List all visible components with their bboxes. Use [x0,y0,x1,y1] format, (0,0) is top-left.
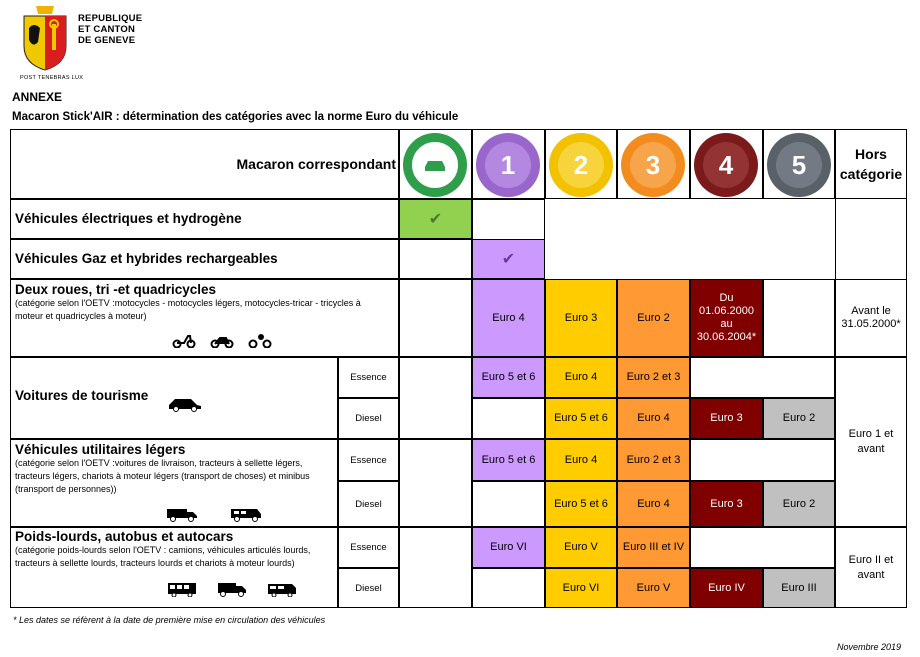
cell-car-die-4: Euro 3 [690,398,763,439]
row-subtitle: (catégorie selon l'OETV :motocycles - motocycles légers, motocycles-tricar - tricycles à moteur et quadricycles à moteur) [15,298,361,321]
hors-categorie-label: Hors catégorie [839,146,903,182]
van-icons [165,506,263,522]
row-title: Deux roues, tri -et quadricycles [15,282,217,297]
fuel-label: Essence [350,542,387,553]
row-title: Véhicules électriques et hydrogène [15,211,242,226]
fuel-label: Essence [350,372,387,383]
minibus-icon [229,506,263,522]
cell-car-die-3: Euro 4 [617,398,690,439]
cell-trk-ess-1: Euro VI [472,527,545,568]
fuel-label: Essence [350,454,387,466]
cell-tw-hors [835,279,907,357]
cell-van-die-3: Euro 4 [617,481,690,527]
row-title: Véhicules Gaz et hybrides rechargeables [15,251,278,266]
hors-line: avant [857,443,885,455]
empty-cell [472,398,545,439]
check-icon: ✔ [428,210,443,228]
empty-cell [472,199,545,239]
cell-tw-3: Euro 2 [617,279,690,357]
row-title: Voitures de tourisme [15,388,149,403]
hors-line: Euro 1 et [848,428,894,440]
fuel-label: Diesel [355,498,382,510]
fuel-essence [338,439,399,481]
empty-cell [835,199,907,279]
empty-cell [545,199,835,279]
empty-cell [399,527,472,608]
date-line: au [720,318,733,330]
institution-line: REPUBLIQUE [78,13,143,24]
hors-line: 31.05.2000* [841,318,901,330]
cell-trk-hors [835,527,907,608]
fuel-diesel [338,398,399,439]
row-electric [10,199,399,239]
cell-car-die-2: Euro 5 et 6 [545,398,617,439]
car-icon [422,157,448,173]
empty-cell [690,527,835,568]
cell-van-die-4: Euro 3 [690,481,763,527]
hors-categorie-header [835,129,907,199]
cell-trk-die-2: Euro VI [545,568,617,608]
hors-line: Avant le [851,305,891,317]
cell-car-ess-3: Euro 2 et 3 [617,357,690,398]
institution-name [78,13,142,46]
date-line: Du [719,292,734,304]
cell-van-ess-1: Euro 5 et 6 [472,439,545,481]
cell-car-van-hors [835,357,907,527]
footnote: * Les dates se réfèrent à la date de première mise en circulation des véhicules [13,615,326,625]
tricycle-icon [248,332,272,348]
cell-trk-die-4: Euro IV [690,568,763,608]
badge-green-electric-icon [403,133,467,197]
empty-cell [399,239,472,279]
scooter-icon [172,332,196,348]
fuel-diesel [338,568,399,608]
motorcycle-icon [210,332,234,348]
check-icon: ✔ [501,250,516,268]
date-line: 01.06.2000 [698,305,755,317]
date-line: 30.06.2004* [696,331,757,343]
car-icon [167,396,203,412]
row-subtitle: (catégorie selon l'OETV :voitures de livraison, tracteurs à sellette légers, tracteurs légers, chariots à moteur légers (transport de choses) et minibus (transport de personnes)) [15,458,310,494]
cell-van-die-5: Euro 2 [763,481,835,527]
cell-car-ess-1: Euro 5 et 6 [472,357,545,398]
cell-van-ess-2: Euro 4 [545,439,617,481]
empty-cell [399,279,472,357]
cell-car-die-5: Euro 2 [763,398,835,439]
cell-van-die-2: Euro 5 et 6 [545,481,617,527]
badge-5-icon [767,133,831,197]
fuel-diesel [338,481,399,527]
bus-icon [166,581,198,597]
fuel-essence [338,357,399,398]
cell-trk-die-5: Euro III [763,568,835,608]
cell-car-ess-2: Euro 4 [545,357,617,398]
badge-2-icon [549,133,613,197]
header-label: Macaron correspondant [236,155,396,172]
institution-line: DE GENEVE [78,35,136,46]
cell-trk-die-3: Euro V [617,568,690,608]
fuel-label: Diesel [355,413,382,424]
two-wheel-icons [172,332,272,348]
badge-2-number: 2 [558,142,604,188]
header-label-cell [10,129,399,199]
cell-electric-green [399,199,472,239]
fuel-essence [338,527,399,568]
cell-tw-4 [690,279,763,357]
row-gas [10,239,399,279]
geneva-coat-of-arms-logo [20,2,70,72]
cell-trk-ess-3: Euro III et IV [617,527,690,568]
badge-3-icon [621,133,685,197]
document-date: Novembre 2019 [837,642,902,652]
cell-tw-1: Euro 4 [472,279,545,357]
empty-cell [399,357,472,439]
van-icon [165,506,199,522]
row-title: Poids-lourds, autobus et autocars [15,529,234,544]
badge-3-number: 3 [630,142,676,188]
badge-5-number: 5 [776,142,822,188]
coach-icon [266,581,298,597]
cell-van-ess-3: Euro 2 et 3 [617,439,690,481]
motto: POST TENEBRAS LUX [20,75,84,81]
badge-1-icon [476,133,540,197]
badge-4-icon [694,133,758,197]
empty-cell [399,439,472,527]
annex-title: ANNEXE [12,90,63,104]
truck-icon [216,581,248,597]
row-title: Véhicules utilitaires légers [15,442,186,457]
cell-trk-ess-2: Euro V [545,527,617,568]
hors-line: avant [857,568,885,581]
institution-line: ET CANTON [78,24,136,35]
empty-cell [763,279,835,357]
hors-line: Euro II et [848,553,894,566]
empty-cell [472,568,545,608]
badge-1-number: 1 [485,142,531,188]
empty-cell [472,481,545,527]
truck-icons [166,581,298,597]
badge-4-number: 4 [703,142,749,188]
empty-cell [690,439,835,481]
cell-tw-2: Euro 3 [545,279,617,357]
cell-gas-1 [472,239,545,279]
empty-cell [690,357,835,398]
row-subtitle: (catégorie poids-lourds selon l'OETV : camions, véhicules articulés lourds, tracteurs à sellette lourds, tracteurs lourds et chariots à moteur lourds) [15,545,311,568]
fuel-label: Diesel [355,582,382,594]
document-subtitle: Macaron Stick'AIR : détermination des catégories avec la norme Euro du véhicule [12,111,459,123]
